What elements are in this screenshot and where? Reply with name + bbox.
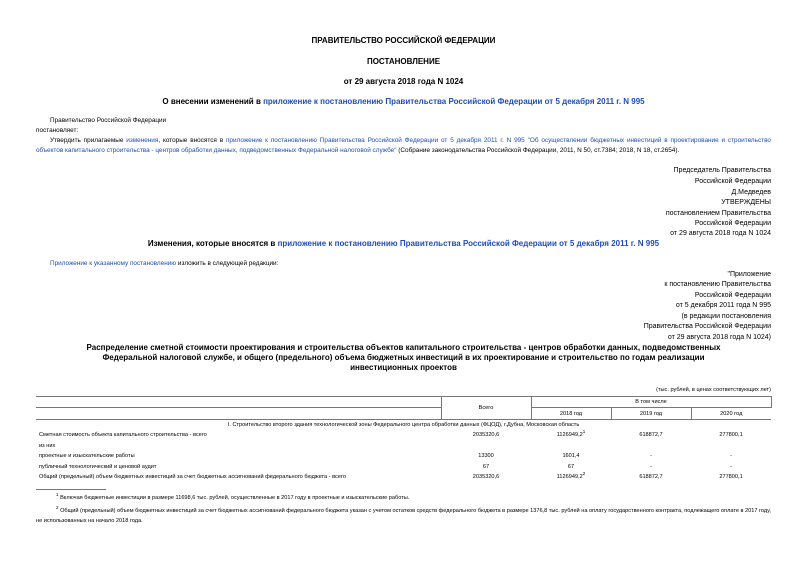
row-total: 13300	[478, 453, 494, 460]
row-label: проектные и изыскательские работы	[39, 453, 135, 460]
footnote-divider	[36, 489, 106, 490]
row-2018: 1601,4	[562, 453, 580, 460]
row-2020	[691, 441, 771, 451]
approve-link-changes[interactable]: изменения	[126, 137, 159, 144]
table-years-row	[36, 408, 771, 419]
row-2018	[531, 430, 611, 440]
row-2018-value: 1126949,2	[556, 432, 583, 439]
appendix-line4: от 5 декабря 2011 года N 995	[675, 302, 771, 309]
row-2018	[531, 472, 611, 482]
changes-heading-prefix: Изменения, которые вносятся в	[147, 239, 278, 248]
row-total: 2035320,6	[472, 473, 500, 480]
doc-date: от 29 августа 2018 года N 1024	[343, 77, 464, 86]
table-row	[36, 430, 771, 440]
row-label: Сметная стоимость объекта капитального строительства - всего	[39, 432, 207, 439]
changes-heading-link[interactable]: приложение к постановлению Правительства Российской Федерации от 5 декабря 2011 г. N 995	[277, 239, 660, 248]
changes-statement-link[interactable]: Приложение к указанному постановлению	[50, 260, 177, 267]
intro-line2: постановляет:	[36, 127, 79, 134]
approved-line3: Российской Федерации	[694, 220, 771, 227]
row-label: Общий (предельный) объем бюджетных инвестиций за счет бюджетных ассигнований федерального бюджета - всего	[39, 473, 346, 480]
approve-prefix: Утвердить прилагаемые	[50, 137, 127, 144]
footnote-1-text: Включая бюджетные инвестиции в размере 11698,6 тыс. рублей, осуществленные в 2017 году в проектные и изыскательские работы.	[60, 495, 410, 501]
header-year-2019: 2019 год	[611, 408, 691, 419]
approve-suffix: (Собрание законодательства Российской Федерации, 2011, N 50, ст.7384; 2018, N 18, ст.2654).	[396, 146, 680, 154]
row-total: 67	[482, 463, 490, 470]
appendix-line1: "Приложение	[727, 271, 771, 278]
row-2018-value: 1126949,2	[556, 473, 583, 480]
approved-line4: от 29 августа 2018 года N 1024	[670, 230, 771, 237]
header-empty-cell	[36, 397, 441, 408]
row-2020: 277800,1	[719, 473, 743, 480]
footnote-mark-2[interactable]: 2	[582, 471, 586, 477]
row-2020: 277800,1	[719, 432, 743, 439]
changes-heading	[0, 239, 807, 249]
signature-line2: Российской Федерации	[694, 178, 771, 185]
appendix-line6: Правительства Российской Федерации	[643, 323, 771, 330]
row-2018: 67	[567, 463, 575, 470]
section-row	[36, 419, 771, 430]
table-title-line2: Федеральной налоговой службе, и общего (предельного) объема бюджетных инвестиций в их проектирование и строительство по годам реализации	[102, 353, 705, 362]
header-total: Всего	[441, 397, 531, 420]
budget-table	[36, 396, 772, 482]
row-2019: 618872,7	[639, 473, 663, 480]
table-row	[36, 441, 771, 451]
doc-title-prefix: О внесении изменений в	[162, 97, 264, 106]
appendix-line5: (в редакции постановления	[681, 313, 771, 320]
row-2018	[531, 441, 611, 451]
footnote-2-text: Общий (предельный) объем бюджетных инвестиций за счет бюджетных ассигнований федерального бюджета указан с учетом остатков средств федерального бюджета в размере 1376,8 тыс. рублей на оплату государственного контракта, подлежащего оплате в 2017 году, не использованных на начало 2018 года.	[36, 508, 771, 524]
doc-title	[0, 97, 807, 107]
section-title: I. Строительство второго здания технологической зоны Федерального центра обработки данных (ФЦОД), г.Дубна, Московская область	[227, 421, 580, 428]
changes-statement-suffix: изложить в следующей редакции:	[176, 260, 279, 267]
intro-line1: Правительство Российской Федерации	[50, 117, 167, 124]
table-row	[36, 472, 771, 482]
approve-link-resolution[interactable]: приложение к постановлению Правительства Российской Федерации от 5 декабря 2011 г. N 995 "Об осуществлении бюджетных инвестиций в проектирование и строительство объектов капитального строительства - центров обработки данных, подведомственных Федеральной налоговой службе"	[36, 137, 771, 154]
doc-type-heading: ПОСТАНОВЛЕНИЕ	[366, 57, 441, 66]
header-year-2018: 2018 год	[531, 408, 611, 419]
table-title-line1: Распределение сметной стоимости проектирования и строительства объектов капитального строительства - центров обработки данных, подведомственных	[86, 343, 721, 352]
doc-title-link[interactable]: приложение к постановлению Правительства Российской Федерации от 5 декабря 2011 г. N 995	[263, 97, 645, 106]
signature-line1: Председатель Правительства	[673, 167, 771, 174]
table-title-line3: инвестиционных проектов	[350, 363, 457, 372]
row-2020: -	[730, 463, 732, 470]
approved-line2: постановлением Правительства	[665, 210, 771, 217]
row-2019: 618872,7	[639, 432, 663, 439]
row-total	[441, 441, 531, 451]
row-2019: -	[650, 453, 652, 460]
table-row	[36, 451, 771, 461]
table-header-row	[36, 397, 771, 408]
footnote-mark-1[interactable]: 1	[582, 430, 586, 435]
approve-mid: , которые вносятся в	[158, 137, 226, 144]
header-year-2020: 2020 год	[691, 408, 771, 419]
row-total: 2035320,6	[472, 432, 500, 439]
footnote-2-mark: 2	[56, 505, 59, 511]
row-label: публичный технологический и ценовой аудит	[39, 463, 157, 470]
appendix-line2: к постановлению Правительства	[664, 281, 771, 288]
row-2019: -	[650, 463, 652, 470]
unit-note: (тыс. рублей, в ценах соответствующих лет)	[656, 387, 771, 393]
row-label: из них	[39, 442, 56, 449]
changes-statement	[50, 259, 278, 269]
signature-name: Д.Медведев	[731, 189, 771, 196]
footnote-1	[36, 493, 771, 503]
footnote-1-mark: 1	[56, 492, 59, 498]
appendix-line3: Российской Федерации	[694, 292, 771, 299]
table-row	[36, 461, 771, 471]
approved-line1: УТВЕРЖДЕНЫ	[721, 199, 771, 206]
header-empty-cell	[36, 408, 441, 419]
government-heading: ПРАВИТЕЛЬСТВО РОССИЙСКОЙ ФЕДЕРАЦИИ	[311, 36, 496, 45]
header-including: В том числе	[531, 397, 771, 408]
footnote-2	[36, 506, 771, 526]
row-2019	[611, 441, 691, 451]
approve-paragraph	[36, 136, 771, 155]
row-2020: -	[730, 453, 732, 460]
appendix-line7: от 29 августа 2018 года N 1024)	[667, 334, 771, 341]
